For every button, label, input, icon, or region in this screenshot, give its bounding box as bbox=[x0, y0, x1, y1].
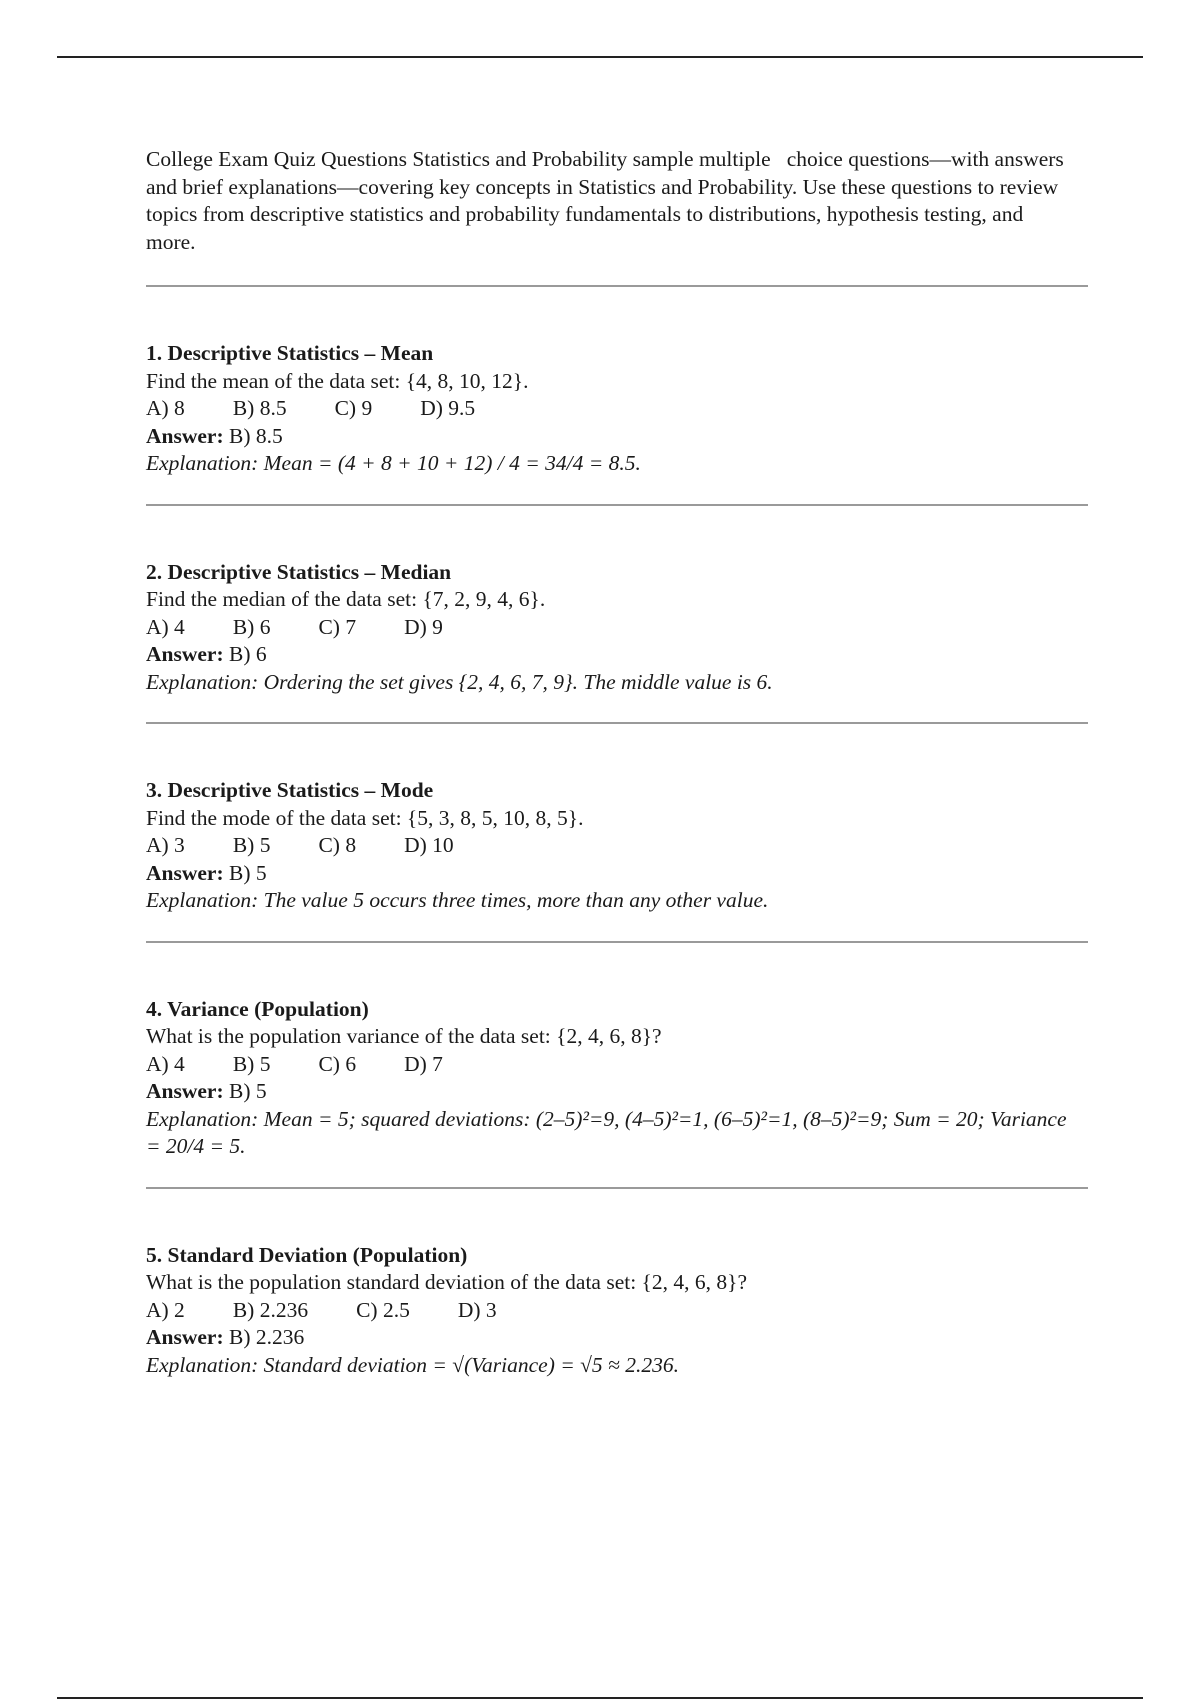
question-title: 1. Descriptive Statistics – Mean bbox=[146, 341, 434, 365]
option-b: B) 6 bbox=[232, 614, 271, 639]
question-4 bbox=[146, 996, 1096, 1161]
option-b: B) 2.236 bbox=[232, 1297, 309, 1322]
answer-line bbox=[146, 641, 1096, 669]
question-text: Find the mode of the data set: {5, 3, 8, 5, 10, 8, 5}. bbox=[146, 805, 584, 830]
page-top-rule bbox=[57, 56, 1143, 58]
answer-label: Answer: bbox=[146, 1079, 224, 1103]
explanation: Explanation: Mean = (4 + 8 + 10 + 12) / 4 = 34/4 = 8.5. bbox=[146, 451, 641, 475]
option-a: A) 4 bbox=[146, 1051, 185, 1076]
section-divider bbox=[146, 722, 1088, 724]
explanation: Explanation: Ordering the set gives {2, 4, 6, 7, 9}. The middle value is 6. bbox=[146, 669, 773, 694]
answer-options bbox=[146, 1051, 1096, 1079]
option-c: C) 8 bbox=[318, 833, 357, 857]
option-d: D) 7 bbox=[404, 1051, 443, 1076]
question-title: 5. Standard Deviation (Population) bbox=[146, 1242, 468, 1267]
option-c: C) 6 bbox=[318, 1051, 357, 1076]
question-title: 2. Descriptive Statistics – Median bbox=[146, 559, 452, 584]
question-3 bbox=[146, 777, 1096, 915]
option-b: B) 5 bbox=[232, 833, 271, 857]
option-a: A) 3 bbox=[146, 833, 185, 857]
answer-value: B) 5 bbox=[229, 1079, 267, 1103]
section-divider bbox=[146, 941, 1088, 943]
answer-value: B) 2.236 bbox=[229, 1325, 305, 1349]
option-d: D) 9 bbox=[404, 614, 443, 639]
document-body bbox=[146, 146, 1096, 1405]
answer-label: Answer: bbox=[146, 423, 224, 448]
answer-line bbox=[146, 1324, 1096, 1352]
question-text: What is the population variance of the data set: {2, 4, 6, 8}? bbox=[146, 1024, 662, 1048]
section-divider bbox=[146, 504, 1088, 506]
question-text: What is the population standard deviation of the data set: {2, 4, 6, 8}? bbox=[146, 1270, 747, 1294]
option-d: D) 3 bbox=[457, 1297, 497, 1322]
option-b: B) 5 bbox=[232, 1051, 271, 1076]
page-bottom-rule bbox=[57, 1697, 1143, 1699]
answer-value: B) 6 bbox=[229, 642, 267, 666]
answer-value: B) 8.5 bbox=[229, 423, 283, 448]
explanation: Explanation: The value 5 occurs three times, more than any other value. bbox=[146, 888, 769, 912]
option-c: C) 7 bbox=[318, 614, 357, 639]
answer-options bbox=[146, 1297, 1096, 1325]
question-5 bbox=[146, 1242, 1096, 1380]
answer-value: B) 5 bbox=[229, 860, 267, 885]
answer-label: Answer: bbox=[146, 860, 224, 885]
intro-paragraph: College Exam Quiz Questions Statistics and Probability sample multiple choice questions—with answers and brief explanations—covering key concepts in Statistics and Probability. Use these questions to review topics from descriptive statistics and probability fundamentals to distributions, hypothesis testing, and more. bbox=[146, 147, 1064, 254]
question-title: 4. Variance (Population) bbox=[146, 996, 369, 1021]
option-a: A) 8 bbox=[146, 396, 185, 420]
question-title: 3. Descriptive Statistics – Mode bbox=[146, 778, 434, 802]
option-d: D) 9.5 bbox=[420, 396, 476, 420]
question-2 bbox=[146, 559, 1096, 697]
option-a: A) 4 bbox=[146, 614, 185, 639]
answer-options bbox=[146, 395, 1096, 423]
section-divider bbox=[146, 1187, 1088, 1189]
option-c: C) 9 bbox=[334, 396, 373, 420]
answer-line bbox=[146, 1078, 1096, 1106]
question-text: Find the mean of the data set: {4, 8, 10, 12}. bbox=[146, 368, 529, 393]
option-a: A) 2 bbox=[146, 1297, 185, 1322]
answer-line bbox=[146, 860, 1096, 888]
question-text: Find the median of the data set: {7, 2, 9, 4, 6}. bbox=[146, 587, 546, 611]
explanation: Explanation: Mean = 5; squared deviations: (2–5)²=9, (4–5)²=1, (6–5)²=1, (8–5)²=9; Sum = 20; Variance = 20/4 = 5. bbox=[146, 1106, 1067, 1158]
option-c: C) 2.5 bbox=[356, 1297, 410, 1322]
question-1 bbox=[146, 340, 1096, 478]
option-b: B) 8.5 bbox=[232, 396, 287, 420]
answer-label: Answer: bbox=[146, 1325, 224, 1349]
section-divider bbox=[146, 285, 1088, 287]
answer-line bbox=[146, 423, 1096, 451]
answer-options bbox=[146, 614, 1096, 642]
answer-label: Answer: bbox=[146, 642, 224, 666]
option-d: D) 10 bbox=[404, 833, 454, 857]
answer-options bbox=[146, 832, 1096, 860]
explanation: Explanation: Standard deviation = √(Variance) = √5 ≈ 2.236. bbox=[146, 1352, 679, 1377]
